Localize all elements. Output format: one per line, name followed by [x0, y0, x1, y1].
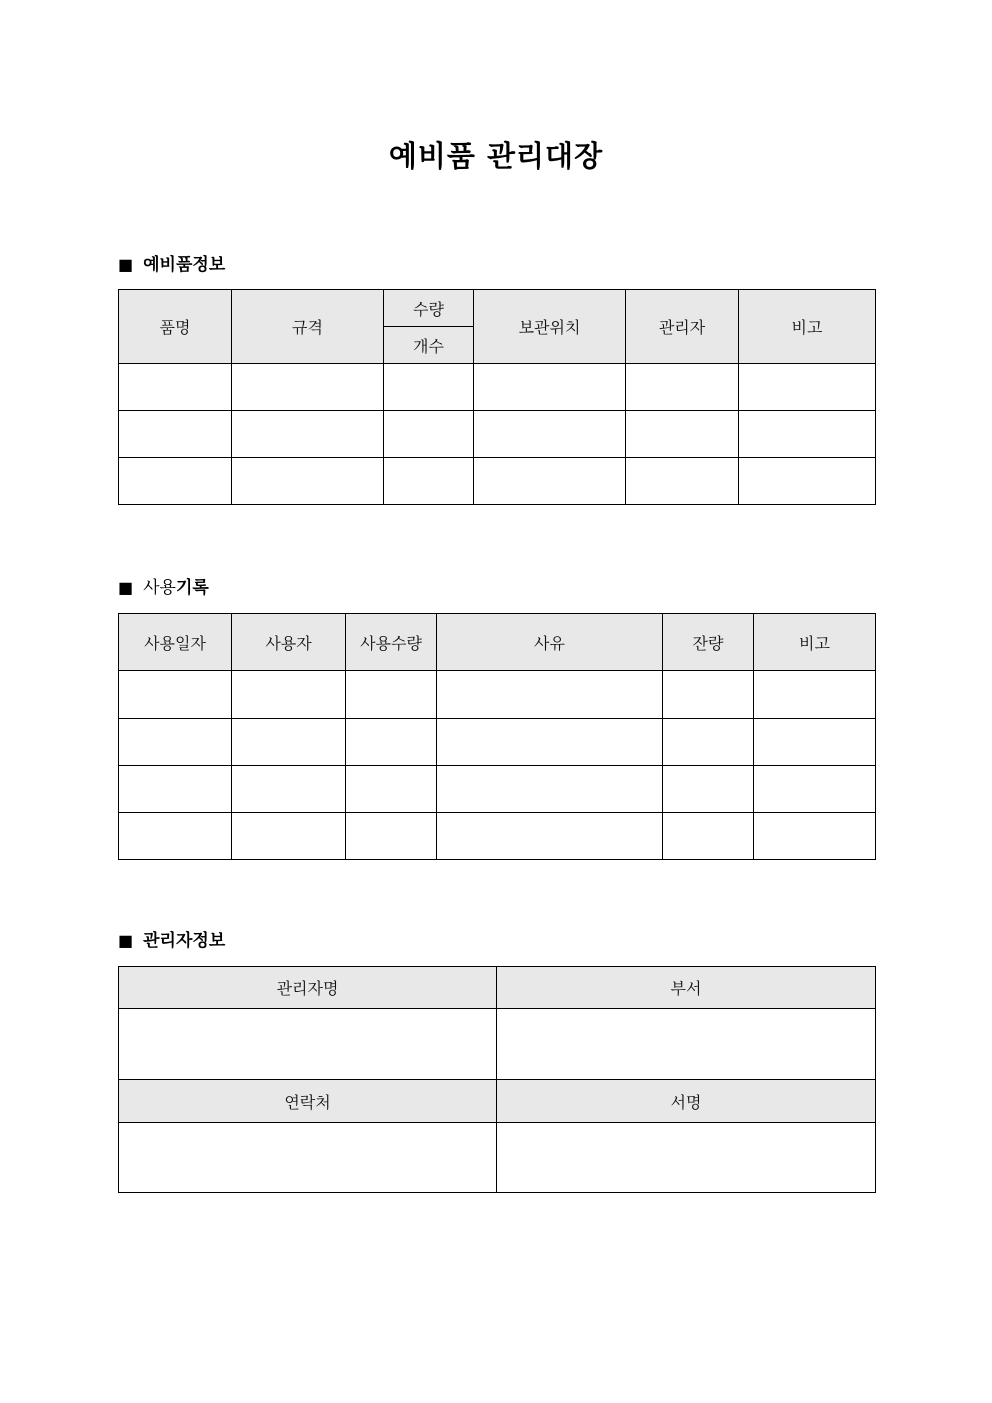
header-remaining: 잔량 [663, 614, 754, 671]
manager-info-table [118, 966, 876, 1193]
header-remarks: 비고 [739, 290, 876, 364]
document-title: 예비품 관리대장 [388, 139, 604, 173]
cell-remaining[interactable] [663, 766, 754, 813]
cell-remarks[interactable] [739, 458, 876, 505]
header-item-name: 품명 [119, 290, 232, 364]
cell-remaining[interactable] [663, 813, 754, 860]
cell-used-quantity[interactable] [346, 671, 437, 719]
cell-quantity[interactable] [384, 364, 474, 411]
table-header-row [119, 1080, 876, 1123]
cell-usage-date[interactable] [119, 813, 232, 860]
header-spec: 규격 [232, 290, 384, 364]
cell-remaining[interactable] [663, 719, 754, 766]
header-manager: 관리자 [626, 290, 739, 364]
usage-log-table [118, 613, 876, 860]
cell-remarks[interactable] [754, 813, 876, 860]
table-header-row [119, 614, 876, 671]
table-row [119, 458, 876, 505]
header-used-quantity: 사용수량 [346, 614, 437, 671]
field-manager-name[interactable] [119, 1009, 497, 1080]
cell-remarks[interactable] [754, 719, 876, 766]
cell-usage-date[interactable] [119, 766, 232, 813]
cell-reason[interactable] [437, 813, 663, 860]
cell-item-name[interactable] [119, 458, 232, 505]
cell-reason[interactable] [437, 719, 663, 766]
square-bullet-icon: ■ [118, 255, 134, 274]
header-usage-date: 사용일자 [119, 614, 232, 671]
field-department[interactable] [497, 1009, 876, 1080]
spare-parts-table [118, 289, 876, 505]
section-heading-usage-log [118, 576, 209, 600]
cell-used-quantity[interactable] [346, 813, 437, 860]
cell-item-name[interactable] [119, 411, 232, 458]
cell-user[interactable] [232, 766, 346, 813]
section-heading-label-bold: 기록 [175, 578, 209, 598]
cell-manager[interactable] [626, 411, 739, 458]
field-signature[interactable] [497, 1123, 876, 1193]
cell-remarks[interactable] [739, 411, 876, 458]
cell-user[interactable] [232, 671, 346, 719]
square-bullet-icon: ■ [118, 578, 134, 597]
header-count: 개수 [384, 327, 474, 364]
header-location: 보관위치 [474, 290, 626, 364]
table-header-row [119, 290, 876, 327]
header-remarks: 비고 [754, 614, 876, 671]
cell-used-quantity[interactable] [346, 719, 437, 766]
section-heading-label: 예비품정보 [143, 255, 226, 275]
cell-manager[interactable] [626, 364, 739, 411]
cell-manager[interactable] [626, 458, 739, 505]
cell-user[interactable] [232, 719, 346, 766]
section-heading-spare-info [118, 253, 225, 277]
cell-remarks[interactable] [754, 766, 876, 813]
cell-used-quantity[interactable] [346, 766, 437, 813]
field-contact[interactable] [119, 1123, 497, 1193]
header-quantity: 수량 [384, 290, 474, 327]
cell-user[interactable] [232, 813, 346, 860]
cell-quantity[interactable] [384, 458, 474, 505]
label-manager-name: 관리자명 [119, 967, 497, 1009]
table-row [119, 813, 876, 860]
label-department: 부서 [497, 967, 876, 1009]
table-row [119, 1123, 876, 1193]
cell-location[interactable] [474, 364, 626, 411]
cell-spec[interactable] [232, 411, 384, 458]
table-header-row [119, 967, 876, 1009]
cell-spec[interactable] [232, 364, 384, 411]
label-signature: 서명 [497, 1080, 876, 1123]
table-row [119, 411, 876, 458]
table-row [119, 719, 876, 766]
section-heading-label: 관리자정보 [143, 931, 226, 951]
label-contact: 연락처 [119, 1080, 497, 1123]
cell-location[interactable] [474, 458, 626, 505]
cell-remarks[interactable] [739, 364, 876, 411]
square-bullet-icon: ■ [118, 931, 134, 950]
cell-location[interactable] [474, 411, 626, 458]
cell-remarks[interactable] [754, 671, 876, 719]
cell-remaining[interactable] [663, 671, 754, 719]
cell-reason[interactable] [437, 671, 663, 719]
header-reason: 사유 [437, 614, 663, 671]
cell-usage-date[interactable] [119, 719, 232, 766]
cell-quantity[interactable] [384, 411, 474, 458]
section-heading-label-regular: 사용 [143, 578, 176, 598]
table-row [119, 1009, 876, 1080]
header-user: 사용자 [232, 614, 346, 671]
cell-reason[interactable] [437, 766, 663, 813]
section-heading-manager-info [118, 929, 225, 953]
table-row [119, 671, 876, 719]
cell-usage-date[interactable] [119, 671, 232, 719]
table-row [119, 364, 876, 411]
cell-spec[interactable] [232, 458, 384, 505]
table-row [119, 766, 876, 813]
cell-item-name[interactable] [119, 364, 232, 411]
